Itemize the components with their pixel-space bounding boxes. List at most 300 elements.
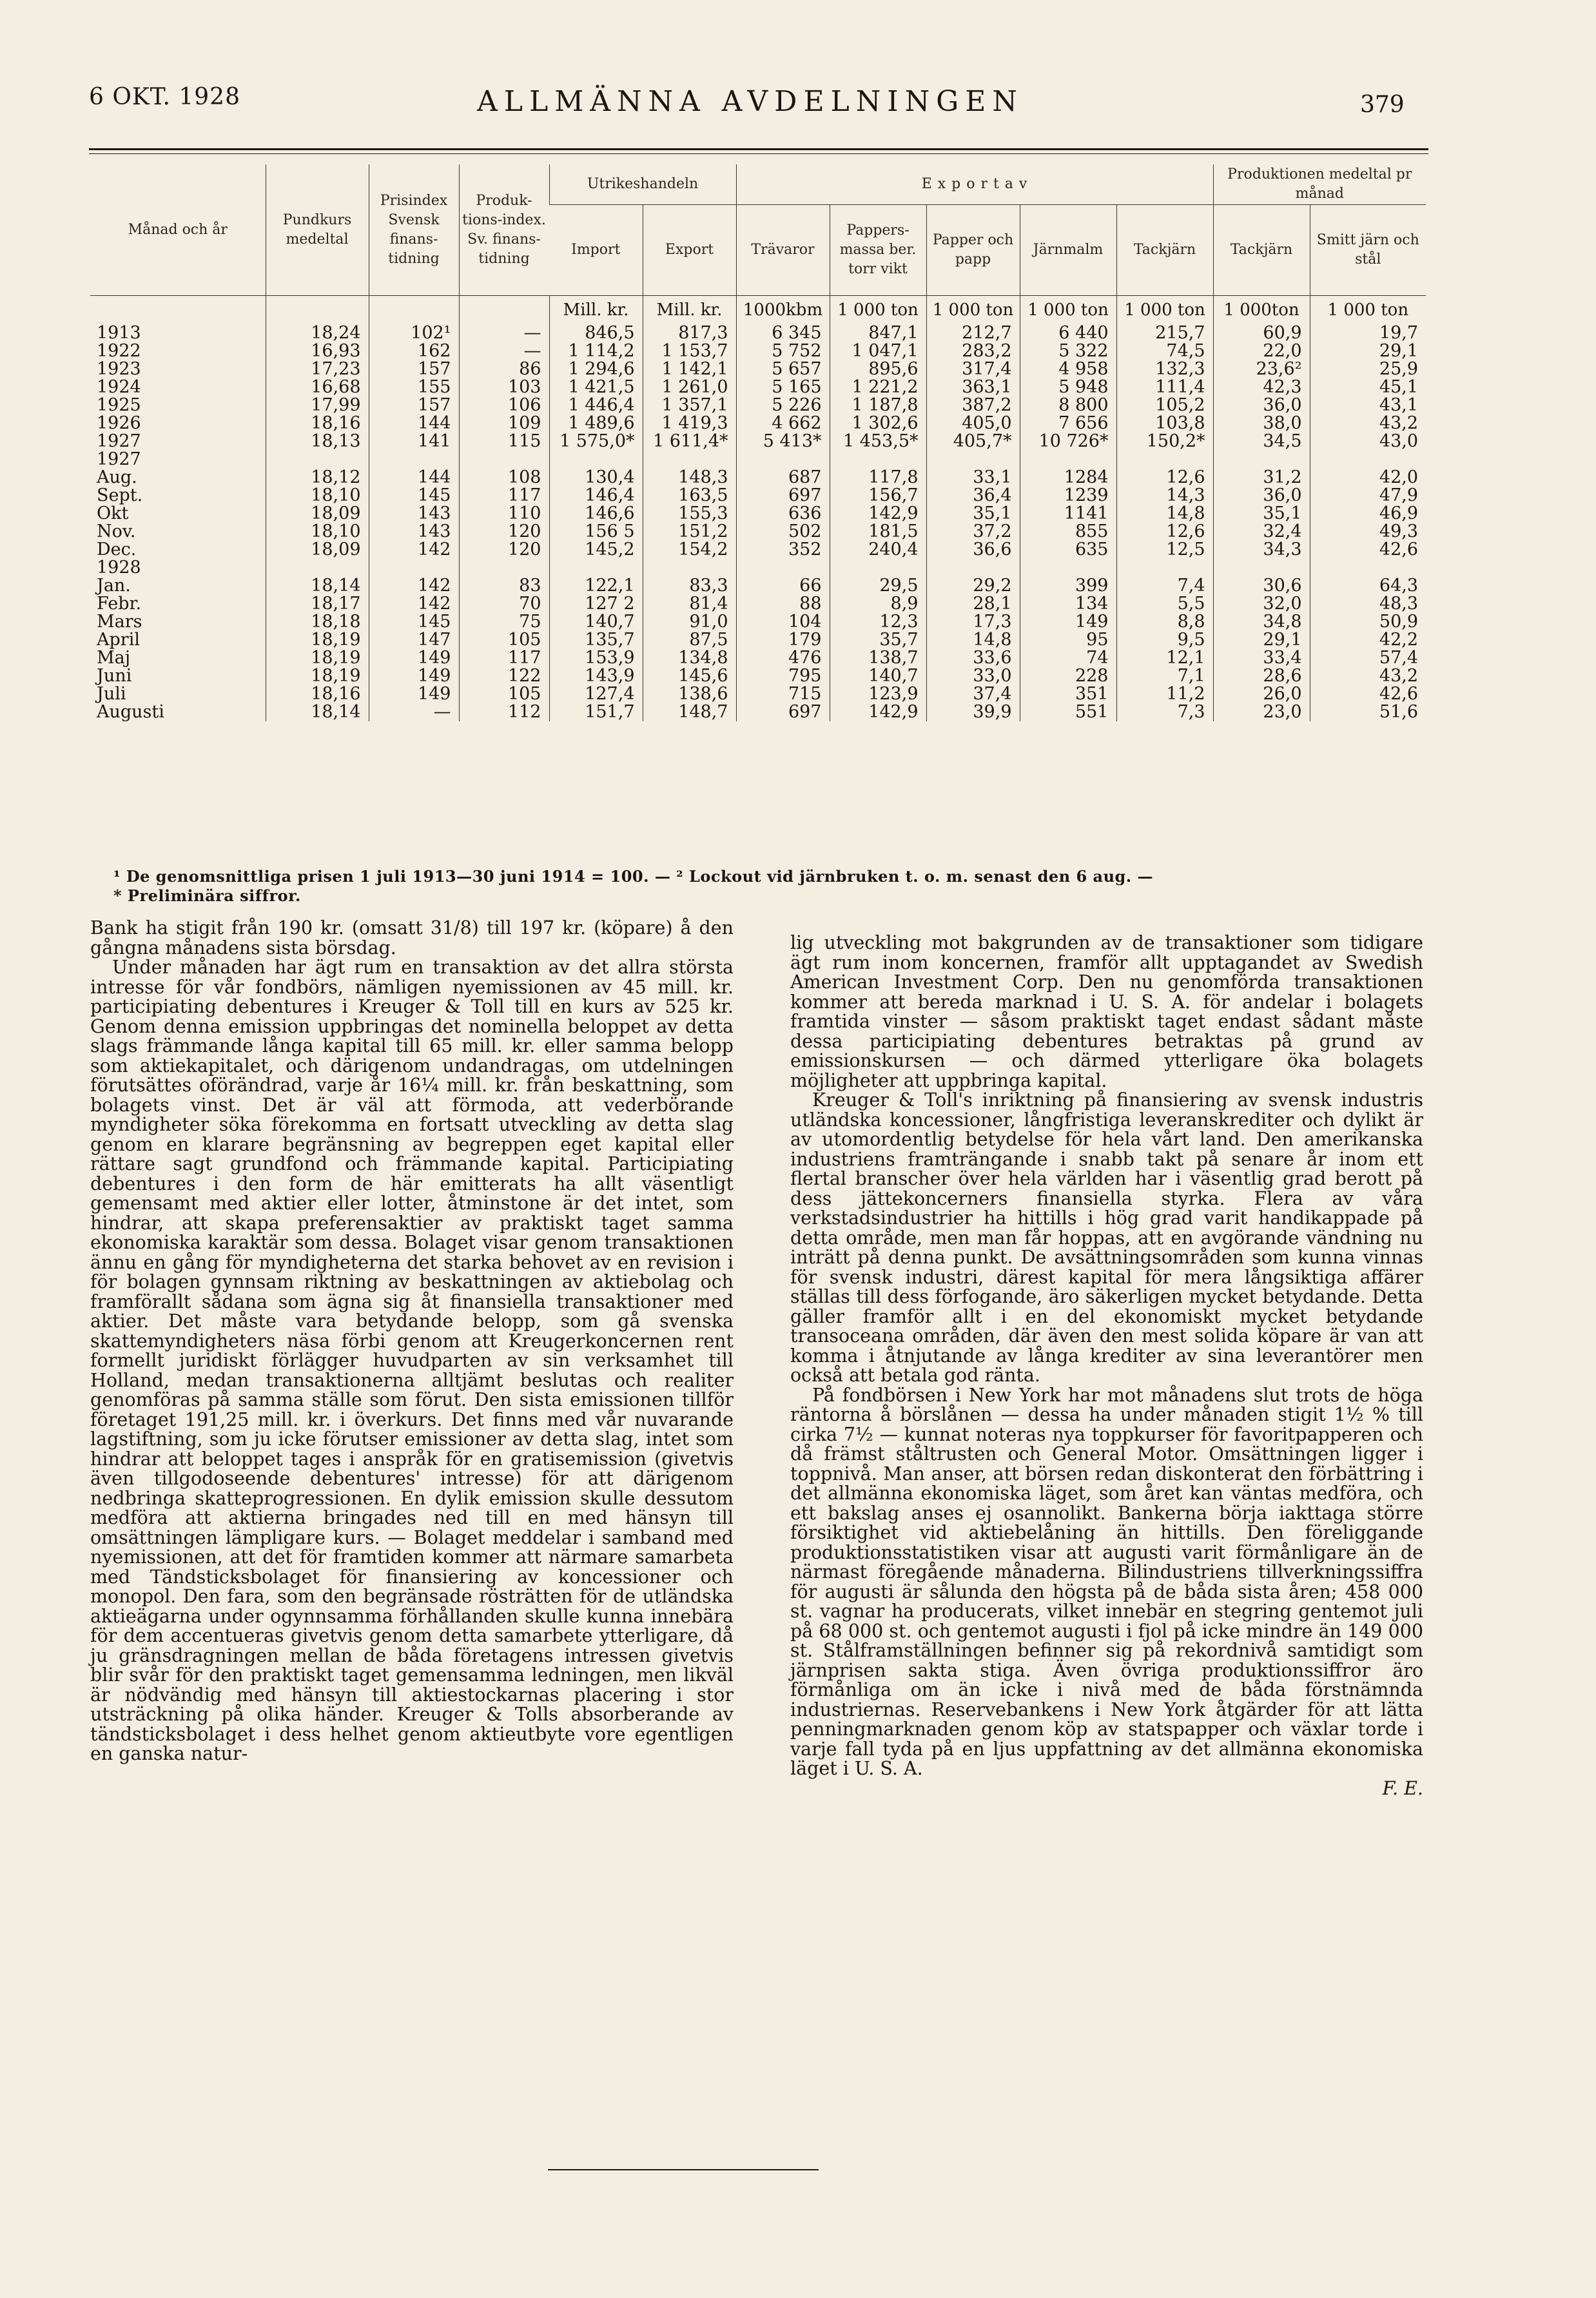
row-label: Dec. <box>97 541 137 559</box>
table-cell: 502 <box>736 523 830 541</box>
table-cell: 1284 <box>1020 469 1116 487</box>
table-cell: 18,19 <box>266 649 369 667</box>
table-cell <box>1213 451 1310 469</box>
table-cell: 5 657 <box>736 360 830 378</box>
table-cell <box>830 451 926 469</box>
table-cell: 12,5 <box>1116 541 1213 559</box>
table-cell: 28,1 <box>926 595 1020 613</box>
header-jarnmalm: Järnmalm <box>1020 205 1116 296</box>
row-label: 1913 <box>97 324 141 342</box>
table-cell: 156 5 <box>549 523 643 541</box>
table-cell: 18,14 <box>266 703 369 721</box>
table-cell: 551 <box>1020 703 1116 721</box>
table-cell: 109 <box>459 414 549 433</box>
table-cell: 387,2 <box>926 396 1020 414</box>
table-cell: 141 <box>369 433 459 451</box>
table-cell: 106 <box>459 396 549 414</box>
table-cell: 155 <box>369 378 459 396</box>
table-cell: 154,2 <box>643 541 736 559</box>
table-cell: 83,3 <box>643 577 736 595</box>
table-cell: 49,3 <box>1310 523 1426 541</box>
table-cell: 5,5 <box>1116 595 1213 613</box>
bottom-rule <box>548 2169 819 2170</box>
table-cell: — <box>459 342 549 360</box>
table-cell: 12,6 <box>1116 469 1213 487</box>
table-cell: 46,9 <box>1310 505 1426 523</box>
table-cell: 140,7 <box>549 613 643 631</box>
table-cell: 117 <box>459 649 549 667</box>
table-cell: 120 <box>459 541 549 559</box>
table-cell: 1 261,0 <box>643 378 736 396</box>
table-cell: 4 958 <box>1020 360 1116 378</box>
header-papper: Papper och papp <box>926 205 1020 296</box>
table-cell: 64,3 <box>1310 577 1426 595</box>
table-cell: 123,9 <box>830 685 926 703</box>
table-cell: 18,16 <box>266 414 369 433</box>
table-cell: 39,9 <box>926 703 1020 721</box>
table-cell: 140,7 <box>830 667 926 685</box>
table-cell: 7,4 <box>1116 577 1213 595</box>
author-signature: F. E. <box>1382 1777 1423 1799</box>
table-cell: 697 <box>736 487 830 505</box>
header-tackjarn-prod: Tackjärn <box>1213 205 1310 296</box>
article-right-column <box>790 933 1423 1798</box>
table-body <box>90 324 1426 721</box>
table-cell: 1 187,8 <box>830 396 926 414</box>
table-cell <box>459 559 549 577</box>
table-cell: 228 <box>1020 667 1116 685</box>
table-row <box>90 469 1426 487</box>
table-cell: 143,9 <box>549 667 643 685</box>
table-cell: 5 948 <box>1020 378 1116 396</box>
table-cell: 476 <box>736 649 830 667</box>
table-cell: 105 <box>459 631 549 649</box>
table-cell: 687 <box>736 469 830 487</box>
table-cell: 132,3 <box>1116 360 1213 378</box>
table-cell: 134,8 <box>643 649 736 667</box>
table-cell: 144 <box>369 414 459 433</box>
table-cell: 1 142,1 <box>643 360 736 378</box>
table-cell: 38,0 <box>1213 414 1310 433</box>
table-cell: 34,5 <box>1213 433 1310 451</box>
row-label: Okt <box>97 505 129 523</box>
row-label: 1926 <box>97 414 141 433</box>
table-cell: 81,4 <box>643 595 736 613</box>
article-paragraph: lig utveckling mot bakgrunden av de transaktioner som tidigare ägt rum inom koncernen, framför allt upptagandet av Swedish American Investment Corp. Den nu genomförda transaktionen kommer att bereda marknad i U. S. A. för andelar i bolagets framtida vinster — såsom praktiskt taget endast sådant måste dessa participiating debentures betraktas på grund av emissionskursen — och därmed ytterligare öka bolagets möjligheter att uppbringa kapital. <box>790 932 1423 1091</box>
table-cell: 1 489,6 <box>549 414 643 433</box>
table-cell: 37,2 <box>926 523 1020 541</box>
table-cell: 135,7 <box>549 631 643 649</box>
unit-cell: 1 000ton <box>1213 296 1310 325</box>
table-cell: 1 302,6 <box>830 414 926 433</box>
section-title: ALLMÄNNA AVDELNINGEN <box>477 85 1024 118</box>
table-cell <box>1020 451 1116 469</box>
table-cell: 18,14 <box>266 577 369 595</box>
row-label: 1923 <box>97 360 141 378</box>
table-cell: 363,1 <box>926 378 1020 396</box>
unit-cell: 1 000 ton <box>830 296 926 325</box>
table-cell: 157 <box>369 360 459 378</box>
table-cell: 7 656 <box>1020 414 1116 433</box>
table-cell: 34,3 <box>1213 541 1310 559</box>
table-cell <box>1020 559 1116 577</box>
table-cell: 42,3 <box>1213 378 1310 396</box>
table-cell: 32,0 <box>1213 595 1310 613</box>
table-cell: 405,7* <box>926 433 1020 451</box>
table-cell: 715 <box>736 685 830 703</box>
table-cell: 36,0 <box>1213 487 1310 505</box>
table-cell: 7,3 <box>1116 703 1213 721</box>
table-cell: 143 <box>369 523 459 541</box>
table-cell: 18,19 <box>266 631 369 649</box>
table-cell: 352 <box>736 541 830 559</box>
table-cell: 50,9 <box>1310 613 1426 631</box>
table-cell <box>1310 451 1426 469</box>
table-cell <box>1213 559 1310 577</box>
table-cell: 1 294,6 <box>549 360 643 378</box>
table-cell: 18,17 <box>266 595 369 613</box>
article-paragraph: Kreuger & Toll's inriktning på finansiering av svensk industris utländska koncessioner, långfristiga leveranskrediter och dylikt är av utomordentlig betydelse för hela vårt land. Den amerikanska industriens framträngande i snabb takt på senare år inom ett flertal branscher över hela världen har i väsentlig grad berott på dess jättekoncerners finansiella styrka. Flera av våra verkstadsindustrier ha hittills i hög grad varit handikappade på detta område, men man får hoppas, att en avgörande vändning nu inträtt på denna punkt. De avsättningsområden som kunna vinnas för svensk industri, därest kapital för mera långsiktiga affärer ställas till dess förfogande, äro säkerligen mycket betydande. Detta gäller framför allt i en del ekonomiskt mycket betydande transoceana områden, där även den mest solida köpare är van att komma i åtnjutande av långa krediter av sina leverantörer men också att betala god ränta. <box>790 1089 1423 1386</box>
table-cell: 153,9 <box>549 649 643 667</box>
row-label: Sept. <box>97 487 143 505</box>
table-cell: 43,2 <box>1310 414 1426 433</box>
table-cell: 130,4 <box>549 469 643 487</box>
table-cell: 212,7 <box>926 324 1020 342</box>
table-row <box>90 559 1426 577</box>
table-cell: 151,2 <box>643 523 736 541</box>
table-cell: 162 <box>369 342 459 360</box>
table-cell: 127,4 <box>549 685 643 703</box>
table-cell: 122 <box>459 667 549 685</box>
table-cell: 43,1 <box>1310 396 1426 414</box>
table-cell: 146,6 <box>549 505 643 523</box>
table-cell: 142 <box>369 595 459 613</box>
table-cell: 42,6 <box>1310 541 1426 559</box>
unit-cell-empty <box>459 296 549 325</box>
row-label: 1927 <box>97 433 141 451</box>
table-cell: 17,23 <box>266 360 369 378</box>
header-pundkurs: Pundkurs medeltal <box>266 164 369 296</box>
table-cell <box>1310 559 1426 577</box>
table-cell: 36,4 <box>926 487 1020 505</box>
table-cell: 105 <box>459 685 549 703</box>
table-cell: 42,6 <box>1310 685 1426 703</box>
table-cell: 10 726* <box>1020 433 1116 451</box>
table-cell: 75 <box>459 613 549 631</box>
table-cell: 18,12 <box>266 469 369 487</box>
table-cell: 18,16 <box>266 685 369 703</box>
table-cell: 25,9 <box>1310 360 1426 378</box>
table-cell <box>643 559 736 577</box>
header-smitt-jarn: Smitt järn och stål <box>1310 205 1426 296</box>
table-cell: 847,1 <box>830 324 926 342</box>
table-cell: 7,1 <box>1116 667 1213 685</box>
table-cell: 146,4 <box>549 487 643 505</box>
table-cell: 23,6² <box>1213 360 1310 378</box>
row-label: 1924 <box>97 378 141 396</box>
table-cell <box>926 559 1020 577</box>
header-tackjarn-export: Tackjärn <box>1116 205 1213 296</box>
table-cell: 147 <box>369 631 459 649</box>
table-cell: 16,68 <box>266 378 369 396</box>
table-cell: 83 <box>459 577 549 595</box>
unit-cell: Mill. kr. <box>643 296 736 325</box>
row-label: Augusti <box>97 703 164 721</box>
table-cell: 215,7 <box>1116 324 1213 342</box>
table-cell: 1 453,5* <box>830 433 926 451</box>
table-cell: 18,18 <box>266 613 369 631</box>
row-label: Mars <box>97 613 142 631</box>
table-cell: 5 165 <box>736 378 830 396</box>
table-cell: 405,0 <box>926 414 1020 433</box>
table-cell: 163,5 <box>643 487 736 505</box>
table-cell: 156,7 <box>830 487 926 505</box>
table-cell: 105,2 <box>1116 396 1213 414</box>
table-row <box>90 342 1426 360</box>
table-cell: 35,1 <box>926 505 1020 523</box>
table-cell: 74,5 <box>1116 342 1213 360</box>
table-cell: 12,3 <box>830 613 926 631</box>
table-cell: 150,2* <box>1116 433 1213 451</box>
row-label: 1927 <box>97 451 141 469</box>
table-cell: 8,8 <box>1116 613 1213 631</box>
table-cell <box>266 451 369 469</box>
header-month: Månad och år <box>128 221 228 238</box>
table-cell: 87,5 <box>643 631 736 649</box>
table-cell: 142 <box>369 577 459 595</box>
table-cell: 29,1 <box>1310 342 1426 360</box>
row-label: Aug. <box>97 469 137 487</box>
table-cell: 148,7 <box>643 703 736 721</box>
table-cell: 1239 <box>1020 487 1116 505</box>
table-cell: 1141 <box>1020 505 1116 523</box>
table-cell <box>736 559 830 577</box>
table-cell: 103,8 <box>1116 414 1213 433</box>
page-number: 379 <box>1360 92 1405 118</box>
table-row <box>90 360 1426 378</box>
unit-cell: 1 000 ton <box>1020 296 1116 325</box>
header-export-av: E x p o r t a v <box>736 164 1213 205</box>
table-cell: 855 <box>1020 523 1116 541</box>
table-cell: 5 413* <box>736 433 830 451</box>
table-cell: 127 2 <box>549 595 643 613</box>
table-cell: 151,7 <box>549 703 643 721</box>
table-cell: 51,6 <box>1310 703 1426 721</box>
table-cell: 5 322 <box>1020 342 1116 360</box>
table-cell: 29,2 <box>926 577 1020 595</box>
table-cell: 283,2 <box>926 342 1020 360</box>
table-cell: 6 345 <box>736 324 830 342</box>
table-cell: 138,6 <box>643 685 736 703</box>
table-cell: 43,0 <box>1310 433 1426 451</box>
table-row <box>90 631 1426 649</box>
table-cell: 37,4 <box>926 685 1020 703</box>
table-cell <box>926 451 1020 469</box>
unit-cell-empty <box>369 296 459 325</box>
table-cell: 181,5 <box>830 523 926 541</box>
table-cell: 18,09 <box>266 505 369 523</box>
table-cell: 1 446,4 <box>549 396 643 414</box>
table-cell: 95 <box>1020 631 1116 649</box>
table-row <box>90 667 1426 685</box>
table-cell: 14,8 <box>926 631 1020 649</box>
header-rule-thin <box>89 153 1428 154</box>
table-cell: 104 <box>736 613 830 631</box>
table-cell: 122,1 <box>549 577 643 595</box>
table-cell: 142,9 <box>830 505 926 523</box>
table-cell: 47,9 <box>1310 487 1426 505</box>
table-cell: 45,1 <box>1310 378 1426 396</box>
table-cell: 60,9 <box>1213 324 1310 342</box>
table-cell: 28,6 <box>1213 667 1310 685</box>
table-cell: 143 <box>369 505 459 523</box>
table-cell <box>643 451 736 469</box>
table-cell: 1 153,7 <box>643 342 736 360</box>
table-cell: 317,4 <box>926 360 1020 378</box>
table-cell: 112 <box>459 703 549 721</box>
footnote-2: * Preliminära siffror. <box>113 886 301 905</box>
table-cell: 1 047,1 <box>830 342 926 360</box>
table-row <box>90 703 1426 721</box>
table-cell <box>1116 559 1213 577</box>
unit-cell: 1 000 ton <box>926 296 1020 325</box>
table-cell <box>549 559 643 577</box>
table-cell: 399 <box>1020 577 1116 595</box>
table-cell <box>830 559 926 577</box>
row-label: 1922 <box>97 342 141 360</box>
table-cell: 33,1 <box>926 469 1020 487</box>
table-cell: — <box>369 703 459 721</box>
table-row <box>90 577 1426 595</box>
unit-cell-empty <box>266 296 369 325</box>
row-label: Juli <box>97 685 126 703</box>
table-row <box>90 595 1426 613</box>
table-cell: 4 662 <box>736 414 830 433</box>
table-cell <box>549 451 643 469</box>
header-travaror: Trävaror <box>736 205 830 296</box>
table-cell: — <box>459 324 549 342</box>
table-row <box>90 324 1426 342</box>
table-cell: 111,4 <box>1116 378 1213 396</box>
table-cell: 1 611,4* <box>643 433 736 451</box>
table-row <box>90 649 1426 667</box>
table-row <box>90 378 1426 396</box>
table-cell: 1 114,2 <box>549 342 643 360</box>
unit-cell: 1 000 ton <box>1310 296 1426 325</box>
table-cell: 33,0 <box>926 667 1020 685</box>
table-cell: 697 <box>736 703 830 721</box>
table-cell: 36,6 <box>926 541 1020 559</box>
table-cell <box>736 451 830 469</box>
table-cell <box>459 451 549 469</box>
table-cell: 66 <box>736 577 830 595</box>
table-row <box>90 541 1426 559</box>
table-cell: 1 357,1 <box>643 396 736 414</box>
table-row <box>90 523 1426 541</box>
table-cell: 26,0 <box>1213 685 1310 703</box>
table-cell <box>369 559 459 577</box>
table-row <box>90 613 1426 631</box>
table-cell: 14,8 <box>1116 505 1213 523</box>
table-cell: 149 <box>369 667 459 685</box>
table-cell: 144 <box>369 469 459 487</box>
row-label: Maj <box>97 649 131 667</box>
table-cell: 1 221,2 <box>830 378 926 396</box>
table-cell: 120 <box>459 523 549 541</box>
table-cell <box>369 451 459 469</box>
row-label: Jan. <box>97 577 131 595</box>
table-cell: 18,13 <box>266 433 369 451</box>
table-cell: 86 <box>459 360 549 378</box>
table-cell: 138,7 <box>830 649 926 667</box>
table-cell: 145 <box>369 487 459 505</box>
table-cell: 5 226 <box>736 396 830 414</box>
row-label: Juni <box>97 667 132 685</box>
table-cell: 6 440 <box>1020 324 1116 342</box>
table-cell: 16,93 <box>266 342 369 360</box>
article-paragraph: Bank ha stigit från 190 kr. (omsatt 31/8) till 197 kr. (köpare) å den gångna månadens sista börsdag. <box>90 917 734 959</box>
footnote-1: ¹ De genomsnittliga prisen 1 juli 1913—30 juni 1914 = 100. — ² Lockout vid järnbruken t. o. m. senast den 6 aug. — <box>113 867 1154 886</box>
table-cell: 895,6 <box>830 360 926 378</box>
table-cell: 9,5 <box>1116 631 1213 649</box>
table-cell: 145,6 <box>643 667 736 685</box>
header-rule <box>89 148 1428 150</box>
table-cell: 57,4 <box>1310 649 1426 667</box>
table-cell: 33,4 <box>1213 649 1310 667</box>
table-row <box>90 505 1426 523</box>
table-row <box>90 433 1426 451</box>
table-cell: 1 575,0* <box>549 433 643 451</box>
table-cell: 145 <box>369 613 459 631</box>
table-cell: 23,0 <box>1213 703 1310 721</box>
table-cell: 19,7 <box>1310 324 1426 342</box>
table-cell: 5 752 <box>736 342 830 360</box>
table-row <box>90 487 1426 505</box>
table-cell: 11,2 <box>1116 685 1213 703</box>
article-paragraph: På fondbörsen i New York har mot månadens slut trots de höga räntorna å börslånen — dessa ha under månaden stigit 1½ % till cirka 7½ — kunnat noteras nya toppkurser för favoritpapperen och då främst ståltrusten och General Motor. Omsättningen ligger i toppnivå. Man anser, att börsen redan diskonterat den förbättring i det allmänna ekonomiska läget, som året kan väntas medföra, och ett bakslag anses ej osannolikt. Bankerna börja iakttaga större försiktighet vid aktiebelåning än hittills. Den föreliggande produktionsstatistiken visar att augusti varit förmånligare än de närmast föregående månaderna. Bilindustriens tillverkningssiffra för augusti är sålunda den högsta på de båda sista åren; 458 000 st. vagnar ha producerats, vilket innebär en stegring gentemot juli på 68 000 st. och gentemot augusti i fjol på icke mindre än 149 000 st. Stålframställningen befinner sig på rekordnivå samtidigt som järnprisen sakta stiga. Även övriga produktionssiffror äro förmånliga om än icke i nivå med de båda förstnämnda industriernas. Reservebankens i New York åtgärder för att lätta penningmarknaden genom köp av statspapper och växlar torde i varje fall tyda på en ljus uppfattning av det allmänna ekonomiska läget i U. S. A. <box>790 1384 1423 1779</box>
table-cell: 145,2 <box>549 541 643 559</box>
table-cell: 1 419,3 <box>643 414 736 433</box>
table-cell: 102¹ <box>369 324 459 342</box>
table-cell: 17,99 <box>266 396 369 414</box>
table-cell: 48,3 <box>1310 595 1426 613</box>
statistics-table <box>90 164 1426 721</box>
table-cell: 17,3 <box>926 613 1020 631</box>
table-cell: 18,09 <box>266 541 369 559</box>
row-label: Febr. <box>97 595 142 613</box>
row-label: April <box>97 631 140 649</box>
table-cell: 103 <box>459 378 549 396</box>
table-cell: 240,4 <box>830 541 926 559</box>
table-cell: 29,1 <box>1213 631 1310 649</box>
table-cell: 18,10 <box>266 523 369 541</box>
header-import: Import <box>571 242 621 258</box>
article-left-column <box>90 919 734 1764</box>
table-cell: 157 <box>369 396 459 414</box>
table-cell: 18,19 <box>266 667 369 685</box>
table-cell: 70 <box>459 595 549 613</box>
table-cell: 8 800 <box>1020 396 1116 414</box>
table-cell: 110 <box>459 505 549 523</box>
unit-cell: Mill. kr. <box>549 296 643 325</box>
table-cell: 134 <box>1020 595 1116 613</box>
table-cell: 22,0 <box>1213 342 1310 360</box>
table-cell: 635 <box>1020 541 1116 559</box>
table-cell: 351 <box>1020 685 1116 703</box>
table-row <box>90 451 1426 469</box>
table-cell: 74 <box>1020 649 1116 667</box>
table-cell: 36,0 <box>1213 396 1310 414</box>
